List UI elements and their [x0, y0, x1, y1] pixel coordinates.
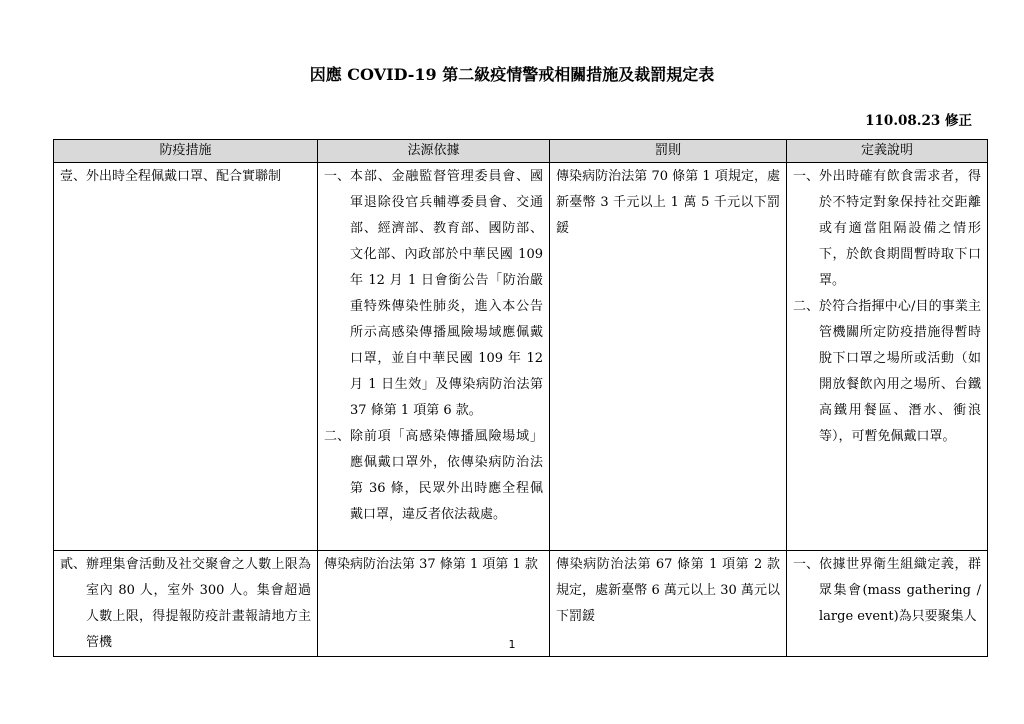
revision-date: 110.08.23 修正: [865, 113, 972, 129]
regulation-table: [53, 139, 988, 657]
legal-basis-item: [324, 164, 543, 424]
table-row: [54, 163, 988, 551]
definition-marker: 一、: [793, 557, 820, 572]
definition-item: [793, 552, 981, 630]
legal-basis-text: 本部、金融監督管理委員會、國軍退除役官兵輔導委員會、交通部、經濟部、教育部、國防部、文化部、內政部於中華民國 109 年 12 月 1 日會銜公告「防治嚴重特殊傳染性肺炎，進入本公告所示高感染傳播風險場域應佩戴口罩，並自中華民國 109 年 12 月 1 日生效」及傳染病防治法第 37 條第 1 項第 6 款。: [350, 169, 543, 418]
header-penalty: 罰則: [550, 140, 787, 163]
definition-item: [793, 164, 981, 294]
page-title: 因應 COVID-19 第二級疫情警戒相關措施及裁罰規定表: [309, 65, 715, 84]
legal-basis-cell: [318, 163, 550, 551]
page-number: 1: [508, 638, 516, 651]
measure-marker: 壹、: [60, 169, 87, 184]
legal-basis-marker: 一、: [324, 169, 351, 184]
table-header-row: [54, 140, 988, 163]
penalty-text: 傳染病防治法第 70 條第 1 項規定，處新臺幣 3 千元以上 1 萬 5 千元以下罰鍰: [556, 169, 780, 236]
legal-basis-marker: 二、: [324, 429, 351, 444]
penalty-text: 傳染病防治法第 67 條第 1 項第 2 款規定，處新臺幣 6 萬元以上 30 萬元以下罰鍰: [556, 557, 780, 624]
definition-marker: 一、: [793, 169, 820, 184]
measure-text: 辦理集會活動及社交聚會之人數上限為室內 80 人，室外 300 人。集會超過人數上限，得提報防疫計畫報請地方主管機: [86, 557, 311, 650]
header-legal-basis: 法源依據: [318, 140, 550, 163]
definitions-cell: [787, 163, 988, 551]
penalty-cell: [550, 163, 787, 551]
definition-marker: 二、: [793, 299, 820, 314]
legal-basis-item: [324, 424, 543, 528]
definition-text: 依據世界衛生組織定義，群眾集會(mass gathering / large event)為只要聚集人: [819, 557, 981, 624]
measure-cell: [54, 163, 318, 551]
header-measures: 防疫措施: [54, 140, 318, 163]
measure-text: 外出時全程佩戴口罩、配合實聯制: [86, 169, 282, 184]
definition-item: [793, 294, 981, 450]
definition-text: 於符合指揮中心/目的事業主管機關所定防疫措施得暫時脫下口罩之場所或活動（如開放餐飲內用之場所、台鐵高鐵用餐區、潛水、衝浪等），可暫免佩戴口罩。: [819, 299, 981, 444]
legal-basis-text: 除前項「高感染傳播風險場域」應佩戴口罩外，依傳染病防治法第 36 條，民眾外出時應全程佩戴口罩，違反者依法裁處。: [350, 429, 543, 522]
legal-basis-text: 傳染病防治法第 37 條第 1 項第 1 款: [324, 557, 538, 572]
definition-text: 外出時確有飲食需求者，得於不特定對象保持社交距離或有適當阻隔設備之情形下，於飲食期間暫時取下口罩。: [819, 169, 981, 288]
measure-item: [60, 164, 311, 190]
measure-marker: 貳、: [60, 557, 87, 572]
header-definitions: 定義說明: [787, 140, 988, 163]
